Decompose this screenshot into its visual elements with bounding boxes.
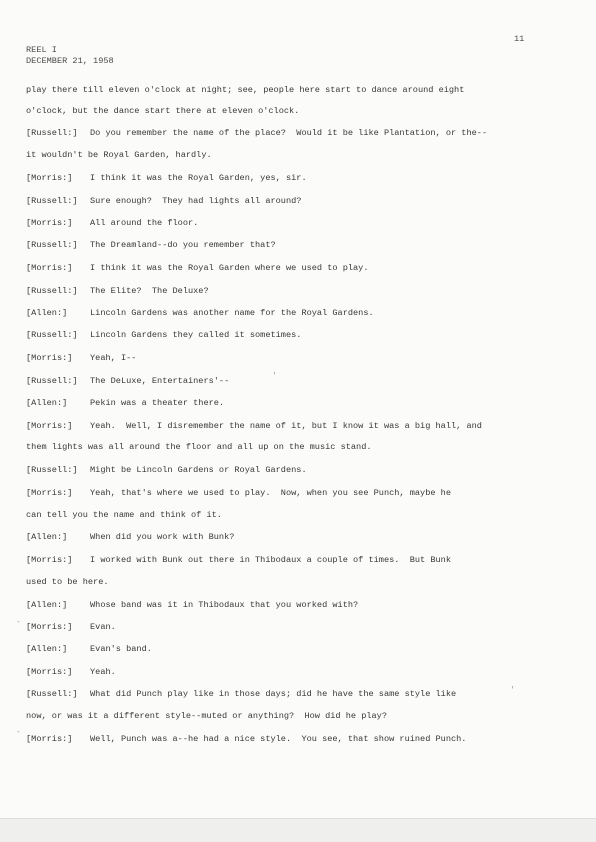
transcript-line [26, 172, 307, 184]
transcript-line [26, 643, 152, 655]
transcript-line [26, 420, 482, 432]
line-text: Lincoln Gardens they called it sometimes. [90, 330, 302, 340]
transcript-line [26, 397, 224, 409]
speaker-label: [Russell:] [26, 330, 78, 340]
line-text: Pekin was a theater there. [90, 398, 225, 408]
transcript-line [26, 441, 372, 453]
line-text: Evan. [90, 622, 116, 632]
line-text: play there till eleven o'clock at night; see, people here start to dance around eight [26, 85, 465, 95]
line-text: All around the floor. [90, 218, 199, 228]
speaker-label: [Allen:] [26, 308, 68, 318]
line-text: Yeah. Well, I disremember the name of it, but I know it was a big hall, and [90, 421, 482, 431]
speaker-label: [Morris:] [26, 353, 73, 363]
stray-mark: - [16, 728, 21, 737]
line-text: Yeah. [90, 667, 116, 677]
transcript-line [26, 105, 299, 117]
transcript-line [26, 84, 464, 96]
transcript-line [26, 487, 451, 499]
transcript-line [26, 666, 116, 678]
transcript-line [26, 464, 307, 476]
line-text: I think it was the Royal Garden, yes, sir. [90, 173, 307, 183]
line-text: o'clock, but the dance start there at eleven o'clock. [26, 106, 300, 116]
speaker-label: [Morris:] [26, 555, 73, 565]
transcript-line [26, 217, 198, 229]
transcript-line [26, 599, 358, 611]
speaker-label: [Russell:] [26, 240, 78, 250]
speaker-label: [Morris:] [26, 421, 73, 431]
transcript-line [26, 531, 234, 543]
transcript-line [26, 375, 229, 387]
line-text: Might be Lincoln Gardens or Royal Gardens. [90, 465, 307, 475]
transcript-line [26, 576, 109, 588]
transcript-line [26, 688, 456, 700]
page-number: 11 [514, 34, 525, 44]
line-text: The DeLuxe, Entertainers'-- [90, 376, 230, 386]
stray-mark: ' [272, 372, 277, 381]
speaker-label: [Russell:] [26, 286, 78, 296]
line-text: Whose band was it in Thibodaux that you worked with? [90, 600, 359, 610]
speaker-label: [Morris:] [26, 263, 73, 273]
transcript-line [26, 733, 466, 745]
transcript-line [26, 262, 368, 274]
line-text: Yeah, I-- [90, 353, 137, 363]
line-text: Well, Punch was a--he had a nice style. You see, that show ruined Punch. [90, 734, 467, 744]
line-text: can tell you the name and think of it. [26, 510, 222, 520]
page-bottom-edge [0, 818, 596, 842]
stray-mark: ' [510, 686, 515, 695]
speaker-label: [Russell:] [26, 689, 78, 699]
transcript-line [26, 509, 222, 521]
line-text: it wouldn't be Royal Garden, hardly. [26, 150, 212, 160]
transcript-line [26, 307, 374, 319]
speaker-label: [Allen:] [26, 600, 68, 610]
speaker-label: [Morris:] [26, 218, 73, 228]
line-text: now, or was it a different style--muted or anything? How did he play? [26, 711, 387, 721]
speaker-label: [Russell:] [26, 465, 78, 475]
speaker-label: [Russell:] [26, 128, 78, 138]
line-text: The Dreamland--do you remember that? [90, 240, 276, 250]
transcript-line [26, 621, 116, 633]
line-text: I worked with Bunk out there in Thibodaux a couple of times. But Bunk [90, 555, 451, 565]
transcript-line [26, 149, 212, 161]
transcript-line [26, 352, 136, 364]
transcript-line [26, 554, 451, 566]
speaker-label: [Russell:] [26, 376, 78, 386]
speaker-label: [Russell:] [26, 196, 78, 206]
line-text: The Elite? The Deluxe? [90, 286, 209, 296]
speaker-label: [Allen:] [26, 532, 68, 542]
speaker-label: [Allen:] [26, 398, 68, 408]
date-heading: DECEMBER 21, 1958 [26, 56, 114, 66]
speaker-label: [Morris:] [26, 734, 73, 744]
speaker-label: [Morris:] [26, 667, 73, 677]
speaker-label: [Morris:] [26, 622, 73, 632]
line-text: Sure enough? They had lights all around? [90, 196, 302, 206]
speaker-label: [Morris:] [26, 173, 73, 183]
stray-mark: - [16, 618, 21, 627]
line-text: them lights was all around the floor and all up on the music stand. [26, 442, 372, 452]
transcript-line [26, 239, 276, 251]
line-text: Yeah, that's where we used to play. Now, when you see Punch, maybe he [90, 488, 451, 498]
transcript-line [26, 285, 209, 297]
line-text: Lincoln Gardens was another name for the Royal Gardens. [90, 308, 374, 318]
line-text: Evan's band. [90, 644, 152, 654]
transcript-line [26, 710, 387, 722]
line-text: What did Punch play like in those days; did he have the same style like [90, 689, 457, 699]
line-text: Do you remember the name of the place? Would it be like Plantation, or the-- [90, 128, 488, 138]
speaker-label: [Morris:] [26, 488, 73, 498]
line-text: When did you work with Bunk? [90, 532, 235, 542]
transcript-line [26, 329, 301, 341]
line-text: I think it was the Royal Garden where we used to play. [90, 263, 369, 273]
transcript-line [26, 195, 301, 207]
speaker-label: [Allen:] [26, 644, 68, 654]
transcript-line [26, 127, 487, 139]
reel-heading: REEL I [26, 45, 57, 55]
line-text: used to be here. [26, 577, 109, 587]
